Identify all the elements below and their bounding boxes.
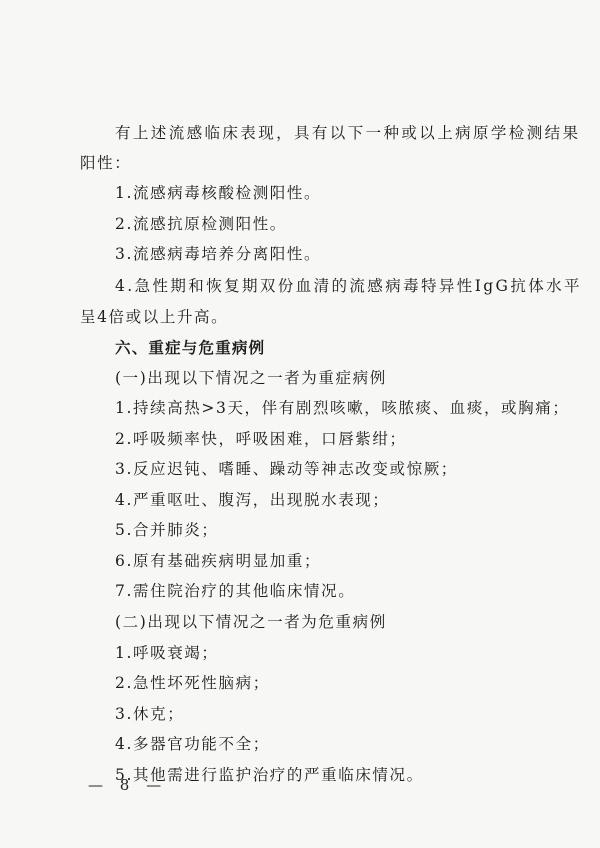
- list-item-serum-line2: 呈4倍或以上升高。: [80, 308, 229, 326]
- page-number: — 8 —: [88, 776, 168, 794]
- list-item-severe-6: 6.原有基础疾病明显加重；: [115, 552, 322, 570]
- list-item-critical-1: 1.呼吸衰竭；: [115, 644, 219, 662]
- list-item-severe-5: 5.合并肺炎；: [115, 521, 219, 539]
- paragraph-intro-line1: 有上述流感临床表现，具有以下一种或以上病原学检测结果: [115, 124, 581, 142]
- list-item-nucleic-acid: 1.流感病毒核酸检测阳性。: [115, 184, 322, 202]
- paragraph-intro-line2: 阳性：: [80, 154, 132, 172]
- list-item-severe-4: 4.严重呕吐、腹泻，出现脱水表现；: [115, 491, 390, 509]
- list-item-critical-3: 3.休克；: [115, 705, 185, 723]
- list-item-severe-7: 7.需住院治疗的其他临床情况。: [115, 582, 356, 600]
- section-heading-severe: 六、重症与危重病例: [115, 339, 266, 357]
- list-item-severe-3: 3.反应迟钝、嗜睡、躁动等神志改变或惊厥；: [115, 460, 458, 478]
- list-item-severe-1: 1.持续高热>3天，伴有剧烈咳嗽，咳脓痰、血痰，或胸痛；: [115, 399, 570, 417]
- list-item-serum-line1: 4.急性期和恢复期双份血清的流感病毒特异性IgG抗体水平: [115, 277, 582, 295]
- list-item-critical-2: 2.急性坏死性脑病；: [115, 674, 270, 692]
- list-item-critical-4: 4.多器官功能不全；: [115, 735, 270, 753]
- subheading-severe-cases: (一)出现以下情况之一者为重症病例: [115, 369, 387, 387]
- list-item-critical-5: 5.其他需进行监护治疗的严重临床情况。: [115, 766, 424, 784]
- list-item-severe-2: 2.呼吸频率快，呼吸困难，口唇紫绀；: [115, 430, 407, 448]
- subheading-critical-cases: (二)出现以下情况之一者为危重病例: [115, 613, 387, 631]
- list-item-culture: 3.流感病毒培养分离阳性。: [115, 245, 322, 263]
- list-item-antigen: 2.流感抗原检测阳性。: [115, 215, 287, 233]
